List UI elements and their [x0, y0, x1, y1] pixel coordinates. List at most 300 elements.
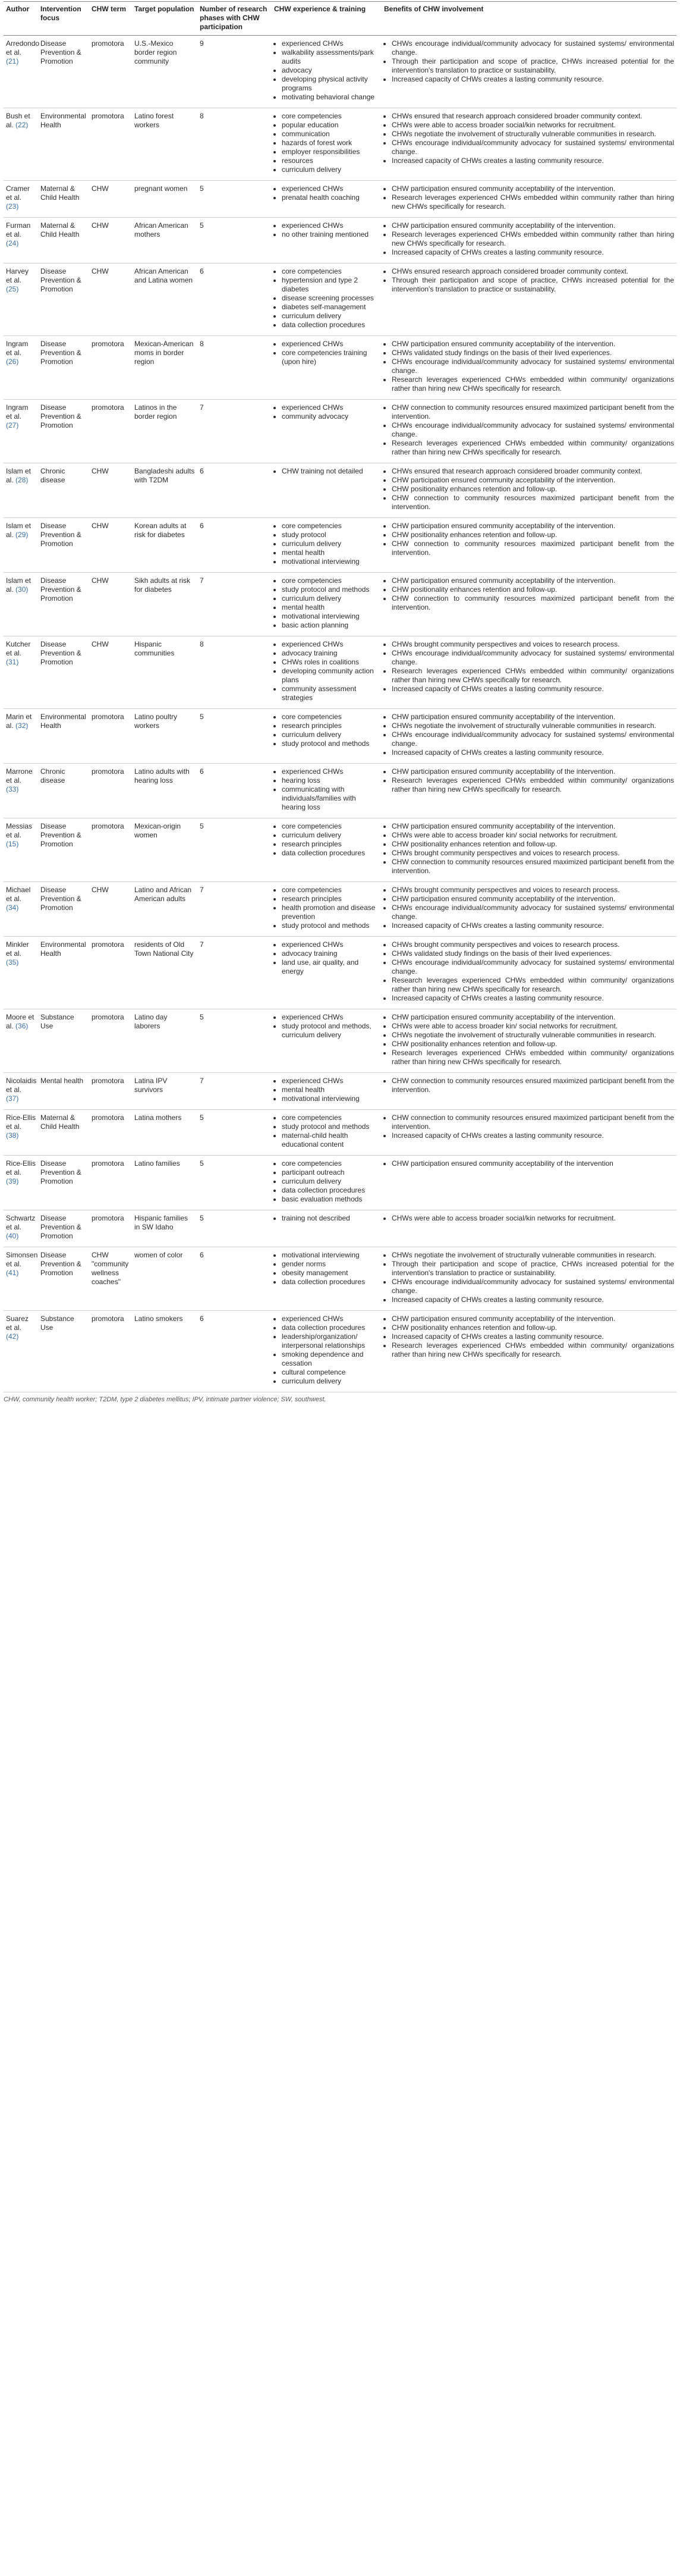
- training-list: [274, 403, 379, 421]
- benefit-item: • CHWs encourage individual/community advocacy for sustained systems/ environmental change.: [392, 730, 674, 748]
- benefit-item: • Through their participation and scope of practice, CHWs increased potential for the intervention's translation to practice or sustainability.: [392, 57, 674, 75]
- author-name: Moore et al.: [6, 1013, 34, 1030]
- table-row: [4, 36, 676, 108]
- benefit-item: • CHW participation ensured community acceptability of the intervention.: [392, 1314, 674, 1323]
- author-name: Suarez et al.: [6, 1314, 29, 1332]
- benefit-item: • CHW participation ensured community acceptability of the intervention.: [392, 767, 674, 776]
- cell-population: Latino adults with hearing loss: [132, 764, 197, 818]
- reference-link[interactable]: (22): [15, 121, 29, 129]
- cell-benefits: [382, 764, 676, 818]
- cell-benefits: [382, 518, 676, 573]
- cell-chw-term: promotora: [89, 336, 132, 400]
- table-row: [4, 636, 676, 709]
- training-list: [274, 340, 379, 366]
- training-item: • experienced CHWs: [282, 1077, 379, 1085]
- cell-focus: Environmental Health: [38, 709, 89, 764]
- benefit-item: • Research leverages experienced CHWs embedded within community/ organizations rather than hiring new CHWs specifically for research.: [392, 439, 674, 457]
- reference-link[interactable]: (31): [6, 658, 19, 666]
- cell-training: [272, 336, 382, 400]
- training-item: • experienced CHWs: [282, 221, 379, 230]
- cell-phases: 5: [197, 181, 272, 218]
- cell-chw-term: CHW: [89, 463, 132, 518]
- benefit-item: • Research leverages experienced CHWs embedded within community/ organizations rather than hiring new CHWs specifically for research.: [392, 1341, 674, 1359]
- cell-training: [272, 218, 382, 263]
- cell-author: [4, 400, 38, 463]
- benefit-item: • CHWs encourage individual/community advocacy for sustained systems/ environmental change.: [392, 39, 674, 57]
- cell-phases: 5: [197, 709, 272, 764]
- cell-training: [272, 937, 382, 1009]
- training-list: [274, 1159, 379, 1204]
- table-row: [4, 709, 676, 764]
- training-item: • curriculum delivery: [282, 1177, 379, 1186]
- benefit-item: • CHW participation ensured community acceptability of the intervention.: [392, 184, 674, 193]
- cell-focus: Disease Prevention & Promotion: [38, 573, 89, 636]
- table-body: [4, 36, 676, 1392]
- training-item: • maternal-child health educational content: [282, 1131, 379, 1149]
- training-item: • walkability assessments/park audits: [282, 48, 379, 66]
- cell-phases: 6: [197, 1247, 272, 1311]
- cell-population: Hispanic communities: [132, 636, 197, 709]
- cell-chw-term: CHW: [89, 636, 132, 709]
- training-item: • cultural competence: [282, 1368, 379, 1377]
- benefit-item: • Research leverages experienced CHWs embedded within community/ organizations rather than hiring new CHWs specifically for research.: [392, 667, 674, 685]
- benefit-item: • CHW participation ensured community acceptability of the intervention.: [392, 522, 674, 531]
- benefits-list: [384, 184, 674, 211]
- cell-author: [4, 518, 38, 573]
- table-row: [4, 818, 676, 882]
- cell-author: [4, 463, 38, 518]
- cell-population: Latino families: [132, 1156, 197, 1210]
- reference-link[interactable]: (29): [15, 531, 29, 539]
- training-item: • health promotion and disease prevention: [282, 903, 379, 921]
- cell-phases: 7: [197, 882, 272, 937]
- cell-population: Hispanic families in SW Idaho: [132, 1210, 197, 1247]
- training-item: • motivational interviewing: [282, 557, 379, 566]
- cell-benefits: [382, 1311, 676, 1392]
- benefit-item: • CHWs ensured that research approach considered broader community context.: [392, 467, 674, 476]
- cell-chw-term: CHW: [89, 181, 132, 218]
- cell-author: [4, 1110, 38, 1156]
- benefits-list: [384, 340, 674, 393]
- author-name: Schwartz et al.: [6, 1214, 36, 1231]
- cell-training: [272, 709, 382, 764]
- cell-author: [4, 181, 38, 218]
- table-row: [4, 518, 676, 573]
- training-item: • mental health: [282, 548, 379, 557]
- reference-link[interactable]: (23): [6, 202, 19, 211]
- training-item: • core competencies: [282, 822, 379, 831]
- training-item: • core competencies: [282, 576, 379, 585]
- reference-link[interactable]: (39): [6, 1177, 19, 1185]
- benefit-item: • CHWs brought community perspectives and voices to research process.: [392, 940, 674, 949]
- reference-link[interactable]: (36): [15, 1022, 29, 1030]
- training-item: • study protocol: [282, 531, 379, 539]
- benefit-item: • CHW positionality enhances retention and follow-up.: [392, 1040, 674, 1049]
- benefit-item: • CHW participation ensured community acceptability of the intervention.: [392, 476, 674, 485]
- cell-training: [272, 1247, 382, 1311]
- benefit-item: • CHWs were able to access broader social/kin networks for recruitment.: [392, 121, 674, 130]
- cell-author: [4, 1009, 38, 1073]
- col-header-focus: Intervention focus: [38, 2, 89, 36]
- benefit-item: • CHWs encourage individual/community advocacy for sustained systems/ environmental change.: [392, 421, 674, 439]
- cell-focus: Mental health: [38, 1073, 89, 1110]
- benefits-list: [384, 713, 674, 757]
- author-name: Minkler et al.: [6, 940, 29, 958]
- cell-focus: Disease Prevention & Promotion: [38, 1247, 89, 1311]
- table-row: [4, 181, 676, 218]
- training-item: • employer responsibilities: [282, 148, 379, 156]
- cell-population: residents of Old Town National City: [132, 937, 197, 1009]
- training-item: • leadership/organization/ interpersonal relationships: [282, 1332, 379, 1350]
- benefits-list: [384, 822, 674, 876]
- benefit-item: • CHW connection to community resources ensured maximized participant benefit from the intervention.: [392, 403, 674, 421]
- training-item: • core competencies: [282, 267, 379, 276]
- benefit-item: • Increased capacity of CHWs creates a lasting community resource.: [392, 1131, 674, 1140]
- benefits-list: [384, 767, 674, 794]
- cell-training: [272, 181, 382, 218]
- cell-population: Korean adults at risk for diabetes: [132, 518, 197, 573]
- training-list: [274, 576, 379, 630]
- reference-link[interactable]: (24): [6, 239, 19, 247]
- reference-link[interactable]: (25): [6, 285, 19, 293]
- table-row: [4, 1073, 676, 1110]
- studies-table: [4, 1, 676, 1392]
- benefits-list: [384, 576, 674, 612]
- benefit-item: • CHWs ensured that research approach considered broader community context.: [392, 112, 674, 121]
- benefit-item: • CHWs ensured research approach considered broader community context.: [392, 267, 674, 276]
- benefit-item: • CHW connection to community resources maximized participant benefit from the intervention.: [392, 539, 674, 557]
- training-list: [274, 1251, 379, 1287]
- cell-benefits: [382, 1110, 676, 1156]
- cell-training: [272, 36, 382, 108]
- cell-phases: 7: [197, 573, 272, 636]
- author-name: Islam et al.: [6, 467, 32, 484]
- benefit-item: • Increased capacity of CHWs creates a lasting community resource.: [392, 748, 674, 757]
- training-item: • training not described: [282, 1214, 379, 1223]
- col-header-benefits: Benefits of CHW involvement: [382, 2, 676, 36]
- cell-training: [272, 1110, 382, 1156]
- cell-population: Latina mothers: [132, 1110, 197, 1156]
- training-item: • data collection procedures: [282, 849, 379, 858]
- cell-chw-term: CHW: [89, 218, 132, 263]
- training-item: • resources: [282, 156, 379, 165]
- benefit-item: • CHW participation ensured community acceptability of the intervention.: [392, 1013, 674, 1022]
- cell-chw-term: promotora: [89, 1311, 132, 1392]
- training-item: • disease screening processes: [282, 294, 379, 303]
- cell-phases: 6: [197, 1311, 272, 1392]
- cell-training: [272, 636, 382, 709]
- training-item: • basic action planning: [282, 621, 379, 630]
- reference-link[interactable]: (30): [15, 585, 29, 594]
- reference-link[interactable]: (34): [6, 903, 19, 912]
- training-item: • core competencies: [282, 1113, 379, 1122]
- cell-training: [272, 108, 382, 181]
- cell-chw-term: CHW: [89, 882, 132, 937]
- cell-training: [272, 400, 382, 463]
- benefits-list: [384, 640, 674, 694]
- benefits-list: [384, 112, 674, 165]
- benefit-item: • CHW connection to community resources ensured maximized participant benefit from the intervention.: [392, 1113, 674, 1131]
- cell-phases: 6: [197, 463, 272, 518]
- table-row: [4, 463, 676, 518]
- cell-phases: 8: [197, 636, 272, 709]
- benefit-item: • CHWs were able to access broader kin/ social networks for recruitment.: [392, 1022, 674, 1031]
- cell-benefits: [382, 709, 676, 764]
- cell-population: pregnant women: [132, 181, 197, 218]
- cell-author: [4, 573, 38, 636]
- cell-phases: 5: [197, 1210, 272, 1247]
- training-item: • CHW training not detailed: [282, 467, 379, 476]
- training-item: • hypertension and type 2 diabetes: [282, 276, 379, 294]
- cell-phases: 5: [197, 218, 272, 263]
- cell-benefits: [382, 818, 676, 882]
- cell-training: [272, 463, 382, 518]
- cell-author: [4, 1311, 38, 1392]
- benefit-item: • CHW participation ensured community acceptability of the intervention.: [392, 221, 674, 230]
- training-item: • core competencies training (upon hire): [282, 349, 379, 366]
- training-list: [274, 267, 379, 330]
- training-item: • study protocol and methods, curriculum delivery: [282, 1022, 379, 1040]
- benefit-item: • CHWs negotiate the involvement of structurally vulnerable communities in research.: [392, 1251, 674, 1260]
- author-name: Michael et al.: [6, 886, 31, 903]
- benefit-item: • CHWs encourage individual/community advocacy for sustained systems/ environmental change.: [392, 958, 674, 976]
- cell-focus: Disease Prevention & Promotion: [38, 818, 89, 882]
- cell-focus: Disease Prevention & Promotion: [38, 636, 89, 709]
- cell-benefits: [382, 1073, 676, 1110]
- benefits-list: [384, 221, 674, 257]
- reference-link[interactable]: (26): [6, 357, 19, 366]
- benefit-item: • CHWs brought community perspectives and voices to research process.: [392, 886, 674, 895]
- cell-phases: 6: [197, 518, 272, 573]
- author-name: Marin et al.: [6, 713, 32, 730]
- training-list: [274, 39, 379, 102]
- cell-author: [4, 1073, 38, 1110]
- training-item: • developing physical activity programs: [282, 75, 379, 93]
- cell-training: [272, 1073, 382, 1110]
- training-list: [274, 640, 379, 702]
- cell-training: [272, 1009, 382, 1073]
- cell-phases: 6: [197, 764, 272, 818]
- cell-training: [272, 882, 382, 937]
- training-item: • motivational interviewing: [282, 1094, 379, 1103]
- author-name: Simonsen et al.: [6, 1251, 38, 1268]
- training-list: [274, 221, 379, 239]
- training-item: • experienced CHWs: [282, 1013, 379, 1022]
- benefit-item: • CHWs were able to access broader kin/ social networks for recruitment.: [392, 831, 674, 840]
- cell-population: Latino poultry workers: [132, 709, 197, 764]
- benefit-item: • Research leverages experienced CHWs embedded within community rather than hiring new CHWs specifically for research.: [392, 193, 674, 211]
- training-item: • curriculum delivery: [282, 1377, 379, 1386]
- training-item: • curriculum delivery: [282, 312, 379, 321]
- training-list: [274, 940, 379, 976]
- cell-focus: Disease Prevention & Promotion: [38, 400, 89, 463]
- benefit-item: • CHW participation ensured community acceptability of the intervention.: [392, 576, 674, 585]
- cell-benefits: [382, 1210, 676, 1247]
- cell-focus: Disease Prevention & Promotion: [38, 1210, 89, 1247]
- training-list: [274, 713, 379, 748]
- benefit-item: • CHWs validated study findings on the basis of their lived experiences.: [392, 349, 674, 357]
- reference-link[interactable]: (33): [6, 785, 19, 793]
- cell-benefits: [382, 181, 676, 218]
- training-item: • participant outreach: [282, 1168, 379, 1177]
- table-row: [4, 573, 676, 636]
- cell-phases: 7: [197, 937, 272, 1009]
- training-item: • mental health: [282, 1085, 379, 1094]
- author-name: Ingram et al.: [6, 340, 29, 357]
- benefit-item: • Increased capacity of CHWs creates a lasting community resource.: [392, 685, 674, 694]
- cell-focus: Environmental Health: [38, 108, 89, 181]
- cell-author: [4, 36, 38, 108]
- training-item: • advocacy: [282, 66, 379, 75]
- author-name: Islam et al.: [6, 576, 32, 594]
- training-item: • community advocacy: [282, 412, 379, 421]
- cell-phases: 9: [197, 36, 272, 108]
- training-item: • motivational interviewing: [282, 1251, 379, 1260]
- col-header-training: CHW experience & training: [272, 2, 382, 36]
- benefit-item: • CHW connection to community resources ensured maximized participant benefit from the intervention.: [392, 1077, 674, 1094]
- training-item: • diabetes self-management: [282, 303, 379, 312]
- cell-benefits: [382, 1247, 676, 1311]
- benefit-item: • CHW participation ensured community acceptability of the intervention.: [392, 713, 674, 721]
- cell-focus: Chronic disease: [38, 764, 89, 818]
- cell-author: [4, 1210, 38, 1247]
- benefit-item: • Through their participation and scope of practice, CHWs increased potential for the intervention's translation to practice or sustainability.: [392, 1260, 674, 1278]
- benefit-item: • CHWs negotiate the involvement of structurally vulnerable communities in research.: [392, 1031, 674, 1040]
- training-item: • community assessment strategies: [282, 685, 379, 702]
- author-name: Bush et al.: [6, 112, 30, 129]
- cell-benefits: [382, 218, 676, 263]
- cell-benefits: [382, 336, 676, 400]
- benefit-item: • Increased capacity of CHWs creates a lasting community resource.: [392, 1295, 674, 1304]
- cell-population: Latinos in the border region: [132, 400, 197, 463]
- cell-author: [4, 882, 38, 937]
- cell-population: Mexican-American moms in border region: [132, 336, 197, 400]
- cell-training: [272, 518, 382, 573]
- training-list: [274, 1113, 379, 1149]
- benefit-item: • CHWs encourage individual/community advocacy for sustained systems/ environmental change.: [392, 649, 674, 667]
- reference-link[interactable]: (21): [6, 57, 19, 65]
- cell-chw-term: promotora: [89, 764, 132, 818]
- benefits-list: [384, 1251, 674, 1304]
- cell-chw-term: promotora: [89, 1210, 132, 1247]
- cell-focus: Disease Prevention & Promotion: [38, 1156, 89, 1210]
- training-item: • advocacy training: [282, 649, 379, 658]
- cell-chw-term: promotora: [89, 1156, 132, 1210]
- reference-link[interactable]: (35): [6, 958, 19, 967]
- cell-chw-term: promotora: [89, 709, 132, 764]
- cell-benefits: [382, 36, 676, 108]
- training-item: • data collection procedures: [282, 1278, 379, 1287]
- reference-link[interactable]: (32): [15, 721, 29, 730]
- cell-chw-term: promotora: [89, 1073, 132, 1110]
- table-header-row: [4, 2, 676, 36]
- training-item: • data collection procedures: [282, 1323, 379, 1332]
- reference-link[interactable]: (40): [6, 1232, 19, 1240]
- cell-focus: Disease Prevention & Promotion: [38, 263, 89, 336]
- table-footnote: CHW, community health worker; T2DM, type 2 diabetes mellitus; IPV, intimate partner violence; SW, southwest.: [4, 1396, 326, 1403]
- reference-link[interactable]: (42): [6, 1332, 19, 1341]
- cell-training: [272, 764, 382, 818]
- cell-phases: 5: [197, 1156, 272, 1210]
- benefit-item: • Research leverages experienced CHWs embedded within community/ organizations rather than hiring new CHWs specifically for research.: [392, 976, 674, 994]
- cell-chw-term: CHW: [89, 573, 132, 636]
- col-header-author: Author: [4, 2, 38, 36]
- cell-phases: 7: [197, 400, 272, 463]
- benefit-item: • CHWs brought community perspectives and voices to research process.: [392, 640, 674, 649]
- table-row: [4, 400, 676, 463]
- training-item: • experienced CHWs: [282, 340, 379, 349]
- training-list: [274, 1314, 379, 1386]
- training-item: • communication: [282, 130, 379, 139]
- cell-chw-term: promotora: [89, 36, 132, 108]
- cell-phases: 8: [197, 336, 272, 400]
- reference-link[interactable]: (15): [6, 840, 19, 848]
- training-item: • data collection procedures: [282, 1186, 379, 1195]
- training-item: • CHWs roles in coalitions: [282, 658, 379, 667]
- col-header-population: Target population: [132, 2, 197, 36]
- training-item: • study protocol and methods: [282, 585, 379, 594]
- benefit-item: • CHW participation ensured community acceptability of the intervention.: [392, 895, 674, 903]
- benefits-list: [384, 403, 674, 457]
- training-item: • no other training mentioned: [282, 230, 379, 239]
- cell-chw-term: CHW: [89, 518, 132, 573]
- reference-link[interactable]: (38): [6, 1131, 19, 1140]
- cell-focus: Disease Prevention & Promotion: [38, 36, 89, 108]
- reference-link[interactable]: (28): [15, 476, 29, 484]
- table-row: [4, 1311, 676, 1392]
- table-row: [4, 108, 676, 181]
- cell-chw-term: promotora: [89, 400, 132, 463]
- training-list: [274, 767, 379, 812]
- cell-phases: 6: [197, 263, 272, 336]
- cell-benefits: [382, 108, 676, 181]
- cell-author: [4, 937, 38, 1009]
- reference-link[interactable]: (27): [6, 421, 19, 429]
- benefits-list: [384, 1214, 674, 1223]
- benefit-item: • CHW participation ensured community acceptability of the intervention.: [392, 340, 674, 349]
- training-item: • experienced CHWs: [282, 1314, 379, 1323]
- author-name: Rice-Ellis et al.: [6, 1113, 36, 1131]
- author-name: Messias et al.: [6, 822, 33, 839]
- benefit-item: • CHW participation ensured community acceptability of the intervention.: [392, 822, 674, 831]
- table-row: [4, 218, 676, 263]
- cell-chw-term: promotora: [89, 937, 132, 1009]
- training-list: [274, 1214, 379, 1223]
- training-item: • data collection procedures: [282, 321, 379, 330]
- training-item: • experienced CHWs: [282, 403, 379, 412]
- training-item: • experienced CHWs: [282, 767, 379, 776]
- author-name: Nicolaidis et al.: [6, 1077, 37, 1094]
- author-name: Harvey et al.: [6, 267, 29, 284]
- training-item: • curriculum delivery: [282, 539, 379, 548]
- cell-population: U.S.-Mexico border region community: [132, 36, 197, 108]
- cell-focus: Maternal & Child Health: [38, 1110, 89, 1156]
- training-item: • basic evaluation methods: [282, 1195, 379, 1204]
- cell-author: [4, 1247, 38, 1311]
- benefit-item: • CHWs were able to access broader social/kin networks for recruitment.: [392, 1214, 674, 1223]
- cell-phases: 8: [197, 108, 272, 181]
- author-name: Marrone et al.: [6, 767, 33, 785]
- cell-author: [4, 336, 38, 400]
- benefit-item: • Research leverages experienced CHWs embedded within community/ organizations rather than hiring new CHWs specifically for research.: [392, 1049, 674, 1066]
- reference-link[interactable]: (37): [6, 1094, 19, 1103]
- cell-focus: Environmental Health: [38, 937, 89, 1009]
- reference-link[interactable]: (41): [6, 1269, 19, 1277]
- cell-population: Bangladeshi adults with T2DM: [132, 463, 197, 518]
- table-row: [4, 1210, 676, 1247]
- cell-population: Mexican-origin women: [132, 818, 197, 882]
- author-name: Rice-Ellis et al.: [6, 1159, 36, 1176]
